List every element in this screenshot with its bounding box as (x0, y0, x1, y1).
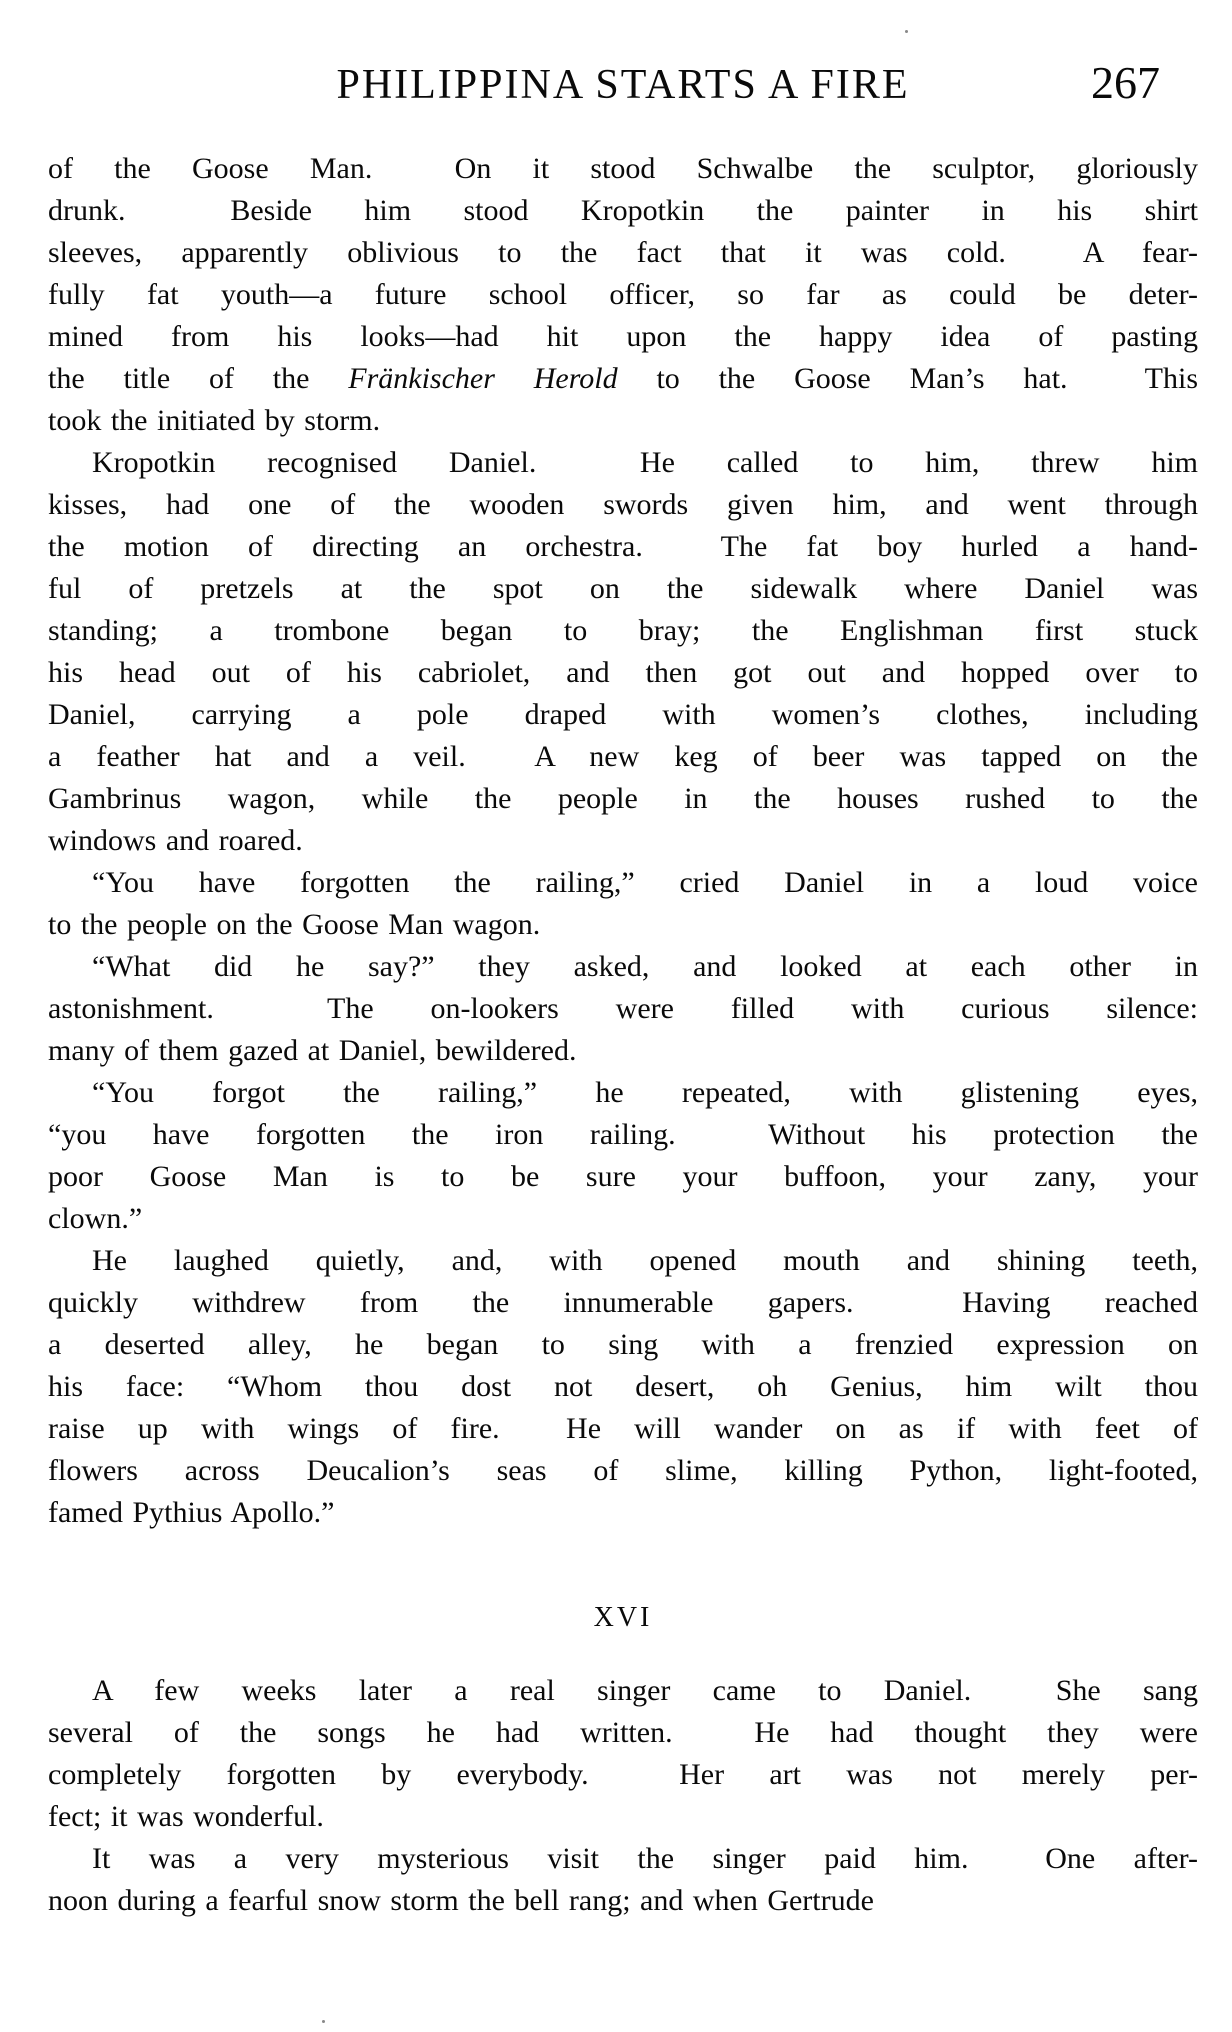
text-run: “You forgot the railing,” he repeated, with glistening eyes, (92, 1076, 1198, 1109)
text-run: fully fat youth—a future school officer, so far as could be deter- (48, 278, 1198, 311)
text-line (48, 820, 1198, 862)
text-run: A few weeks later a real singer came to Daniel. She sang (92, 1674, 1198, 1707)
text-run: “you have forgotten the iron railing. Without his protection the (48, 1118, 1198, 1151)
page-header (48, 57, 1198, 108)
text-run: the motion of directing an orchestra. The fat boy hurled a hand- (48, 530, 1198, 563)
text-run: Kropotkin recognised Daniel. He called to him, threw him (92, 446, 1198, 479)
text-line (48, 652, 1198, 694)
paragraph (48, 862, 1198, 946)
text-line (48, 946, 1198, 988)
text-line (48, 1492, 1198, 1534)
text-line (48, 568, 1198, 610)
text-run: a deserted alley, he began to sing with a frenzied expression on (48, 1328, 1198, 1361)
text-run: clown.” (48, 1202, 143, 1235)
text-run: took the initiated by storm. (48, 404, 381, 437)
text-run: kisses, had one of the wooden swords given him, and went through (48, 488, 1198, 521)
text-run: It was a very mysterious visit the singer paid him. One after- (92, 1842, 1198, 1875)
text-line (48, 316, 1198, 358)
text-line (48, 1366, 1198, 1408)
italic-text-run: Fränkischer Herold (348, 362, 618, 395)
text-line (48, 526, 1198, 568)
text-line (48, 1450, 1198, 1492)
text-line (48, 1114, 1198, 1156)
text-line (48, 1198, 1198, 1240)
text-run: raise up with wings of fire. He will wander on as if with feet of (48, 1412, 1198, 1445)
text-run: completely forgotten by everybody. Her art was not merely per- (48, 1758, 1198, 1791)
text-line (48, 862, 1198, 904)
paragraph (48, 946, 1198, 1072)
text-line (48, 1072, 1198, 1114)
text-line (48, 442, 1198, 484)
text-run: his head out of his cabriolet, and then got out and hopped over to (48, 656, 1198, 689)
text-line (48, 1838, 1198, 1880)
text-run: a feather hat and a veil. A new keg of beer was tapped on the (48, 740, 1198, 773)
text-line (48, 358, 1198, 400)
text-run: windows and roared. (48, 824, 303, 857)
text-run: the title of the (48, 362, 349, 395)
page-number: 267 (1091, 57, 1160, 108)
paragraph (48, 1670, 1198, 1838)
page-body (48, 148, 1198, 1922)
text-run: He laughed quietly, and, with opened mouth and shining teeth, (92, 1244, 1198, 1277)
chapter-title: PHILIPPINA STARTS A FIRE (336, 62, 910, 108)
text-run: ful of pretzels at the spot on the sidewalk where Daniel was (48, 572, 1198, 605)
text-line (48, 736, 1198, 778)
text-run: his face: “Whom thou dost not desert, oh Genius, him wilt thou (48, 1370, 1198, 1403)
text-line (48, 274, 1198, 316)
text-run: fect; it was wonderful. (48, 1800, 324, 1833)
text-line (48, 988, 1198, 1030)
text-run: astonishment. The on-lookers were filled with curious silence: (48, 992, 1198, 1025)
paragraph (48, 148, 1198, 442)
text-run: to the people on the Goose Man wagon. (48, 908, 541, 941)
text-line (48, 778, 1198, 820)
text-run: many of them gazed at Daniel, bewildered. (48, 1034, 577, 1067)
paragraph (48, 1240, 1198, 1534)
scan-speckle (905, 30, 908, 33)
text-line (48, 148, 1198, 190)
text-line (48, 232, 1198, 274)
text-run: to the Goose Man’s hat. This (617, 362, 1198, 395)
text-line (48, 190, 1198, 232)
text-line (48, 400, 1198, 442)
scan-speckle (322, 2020, 325, 2023)
text-run: noon during a fearful snow storm the bell rang; and when Gertrude (48, 1884, 874, 1917)
text-run: standing; a trombone began to bray; the Englishman first stuck (48, 614, 1198, 647)
text-line (48, 1156, 1198, 1198)
paragraph (48, 1838, 1198, 1922)
text-run: quickly withdrew from the innumerable gapers. Having reached (48, 1286, 1198, 1319)
paragraph (48, 1072, 1198, 1240)
text-run: famed Pythius Apollo.” (48, 1496, 335, 1529)
text-line (48, 1712, 1198, 1754)
text-run: “What did he say?” they asked, and looked at each other in (92, 950, 1198, 983)
text-run: mined from his looks—had hit upon the happy idea of pasting (48, 320, 1198, 353)
text-line (48, 1324, 1198, 1366)
text-line (48, 694, 1198, 736)
text-run: several of the songs he had written. He had thought they were (48, 1716, 1198, 1749)
paragraph (48, 442, 1198, 862)
text-line (48, 1670, 1198, 1712)
text-run: poor Goose Man is to be sure your buffoon, your zany, your (48, 1160, 1198, 1193)
text-run: Gambrinus wagon, while the people in the houses rushed to the (48, 782, 1198, 815)
text-run: Daniel, carrying a pole draped with women’s clothes, including (48, 698, 1198, 731)
text-run: sleeves, apparently oblivious to the fact that it was cold. A fear- (48, 236, 1198, 269)
text-line (48, 1240, 1198, 1282)
text-run: of the Goose Man. On it stood Schwalbe the sculptor, gloriously (48, 152, 1198, 185)
text-line (48, 610, 1198, 652)
text-run: drunk. Beside him stood Kropotkin the painter in his shirt (48, 194, 1198, 227)
text-line (48, 1030, 1198, 1072)
text-line (48, 904, 1198, 946)
section-heading: XVI (593, 1602, 653, 1633)
text-line (48, 484, 1198, 526)
text-line (48, 1408, 1198, 1450)
text-run: “You have forgotten the railing,” cried Daniel in a loud voice (92, 866, 1198, 899)
text-line (48, 1282, 1198, 1324)
text-line (48, 1796, 1198, 1838)
text-run: flowers across Deucalion’s seas of slime, killing Python, light-footed, (48, 1454, 1198, 1487)
text-line (48, 1754, 1198, 1796)
text-line (48, 1880, 1198, 1922)
